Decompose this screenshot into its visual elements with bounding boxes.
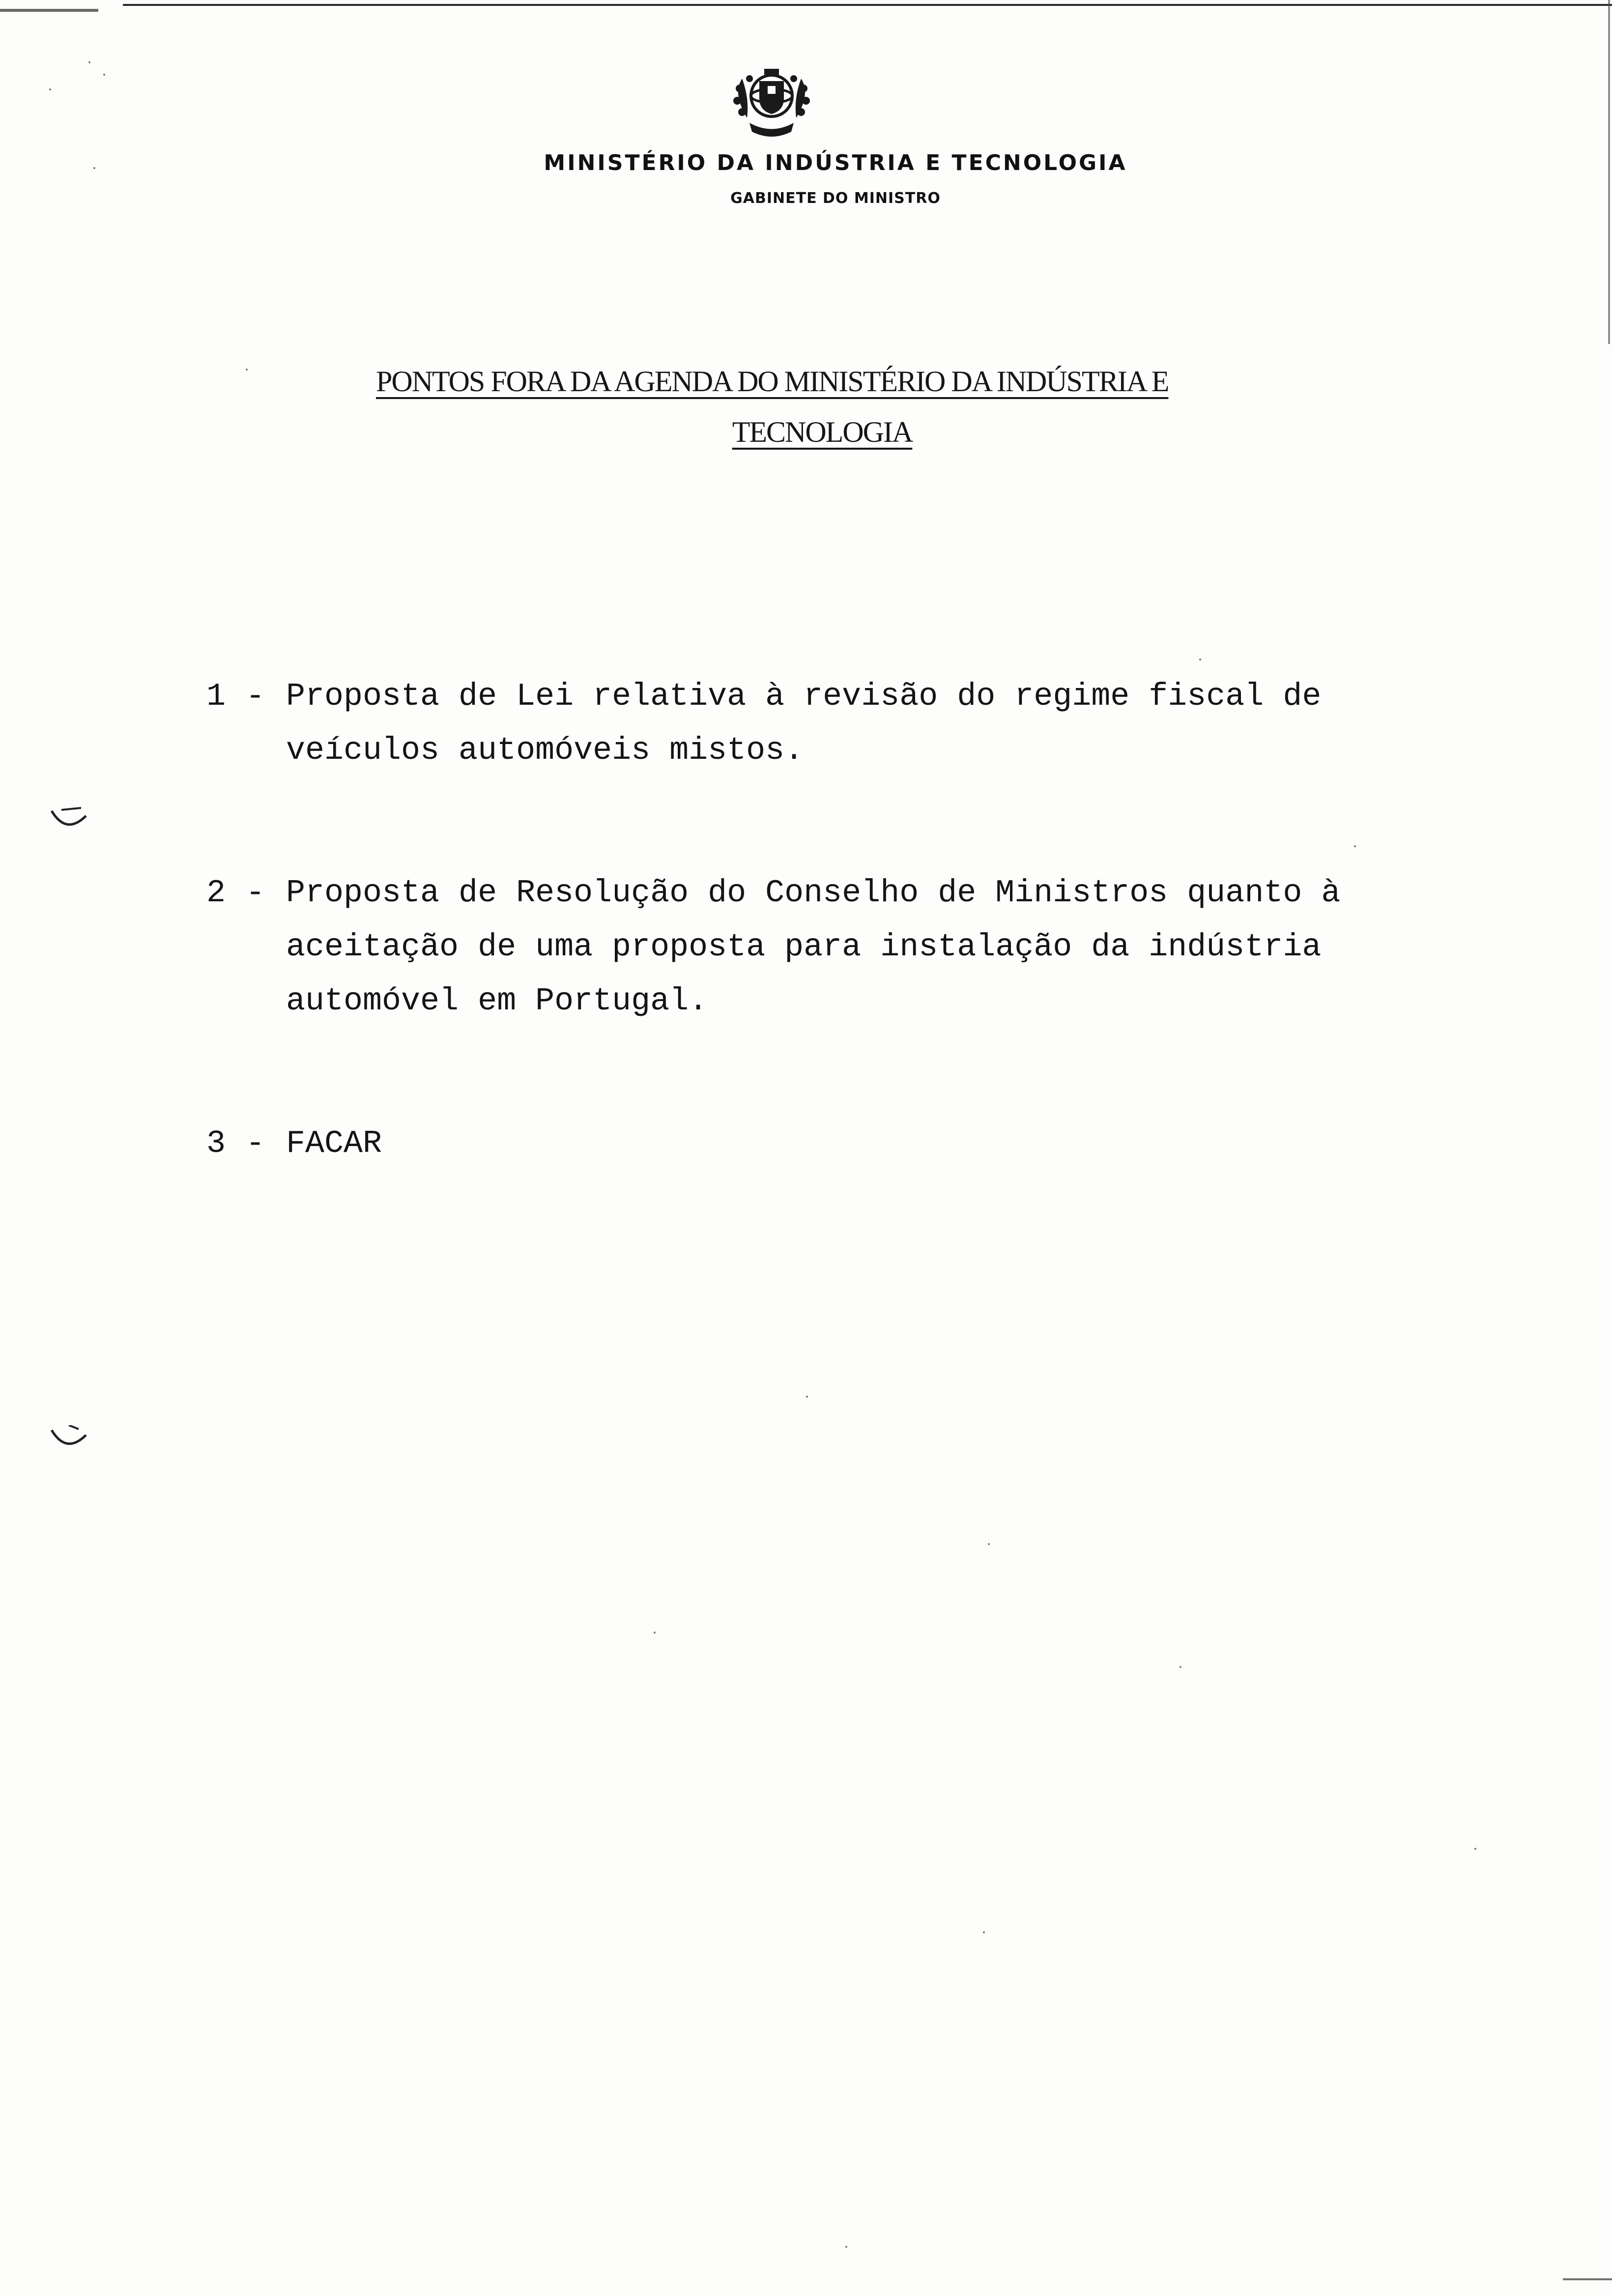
scan-speck — [654, 1632, 656, 1634]
scan-speck — [845, 2246, 847, 2248]
agenda-item-separator: - — [246, 1125, 265, 1162]
ministry-name: MINISTÉRIO DA INDÚSTRIA E TECNOLOGIA — [544, 150, 1127, 175]
agenda-item-number: 1 — [206, 678, 226, 715]
agenda-item-text: aceitação de uma proposta para instalação da indústria — [286, 929, 1322, 965]
scan-speck — [1474, 1848, 1476, 1850]
agenda-item-line — [206, 866, 1340, 920]
scan-speck — [49, 88, 51, 90]
scan-border-bottom-right — [1563, 2278, 1612, 2280]
scan-speck — [806, 1396, 808, 1398]
cabinet-name: GABINETE DO MINISTRO — [730, 190, 941, 207]
scan-speck — [103, 74, 105, 76]
agenda-item-text: FACAR — [286, 1125, 382, 1162]
agenda-item-2 — [206, 866, 1340, 1028]
scan-speck — [1354, 845, 1356, 847]
scan-border-top — [123, 4, 1612, 6]
scan-speck — [93, 167, 95, 169]
agenda-item-text: automóvel em Portugal. — [286, 983, 708, 1019]
scan-border-top-left — [0, 9, 98, 12]
agenda-item-number: 2 — [206, 875, 226, 911]
scan-speck — [988, 1543, 990, 1545]
agenda-item-line — [206, 669, 1321, 723]
agenda-item-number: 3 — [206, 1125, 226, 1162]
agenda-item-3 — [206, 1117, 382, 1171]
agenda-item-separator: - — [246, 678, 265, 715]
agenda-item-1 — [206, 669, 1321, 777]
scan-speck — [88, 61, 90, 63]
agenda-item-text: veículos automóveis mistos. — [286, 732, 804, 769]
agenda-item-line — [206, 1117, 382, 1171]
agenda-item-text: Proposta de Lei relativa à revisão do regime fiscal de — [286, 678, 1322, 715]
scan-speck — [1180, 1666, 1181, 1668]
agenda-item-text: Proposta de Resolução do Conselho de Ministros quanto à — [286, 875, 1341, 911]
document-title-line-2: TECNOLOGIA — [732, 416, 913, 448]
scan-speck — [983, 1931, 985, 1933]
punch-hole-mark-upper — [47, 806, 91, 835]
agenda-item-separator: - — [246, 875, 265, 911]
scan-speck — [1199, 659, 1201, 660]
document-title-line-1: PONTOS FORA DA AGENDA DO MINISTÉRIO DA INDÚSTRIA E — [376, 365, 1169, 398]
punch-hole-mark-lower — [47, 1425, 91, 1455]
scan-speck — [246, 369, 248, 371]
coat-of-arms-icon — [722, 59, 821, 143]
